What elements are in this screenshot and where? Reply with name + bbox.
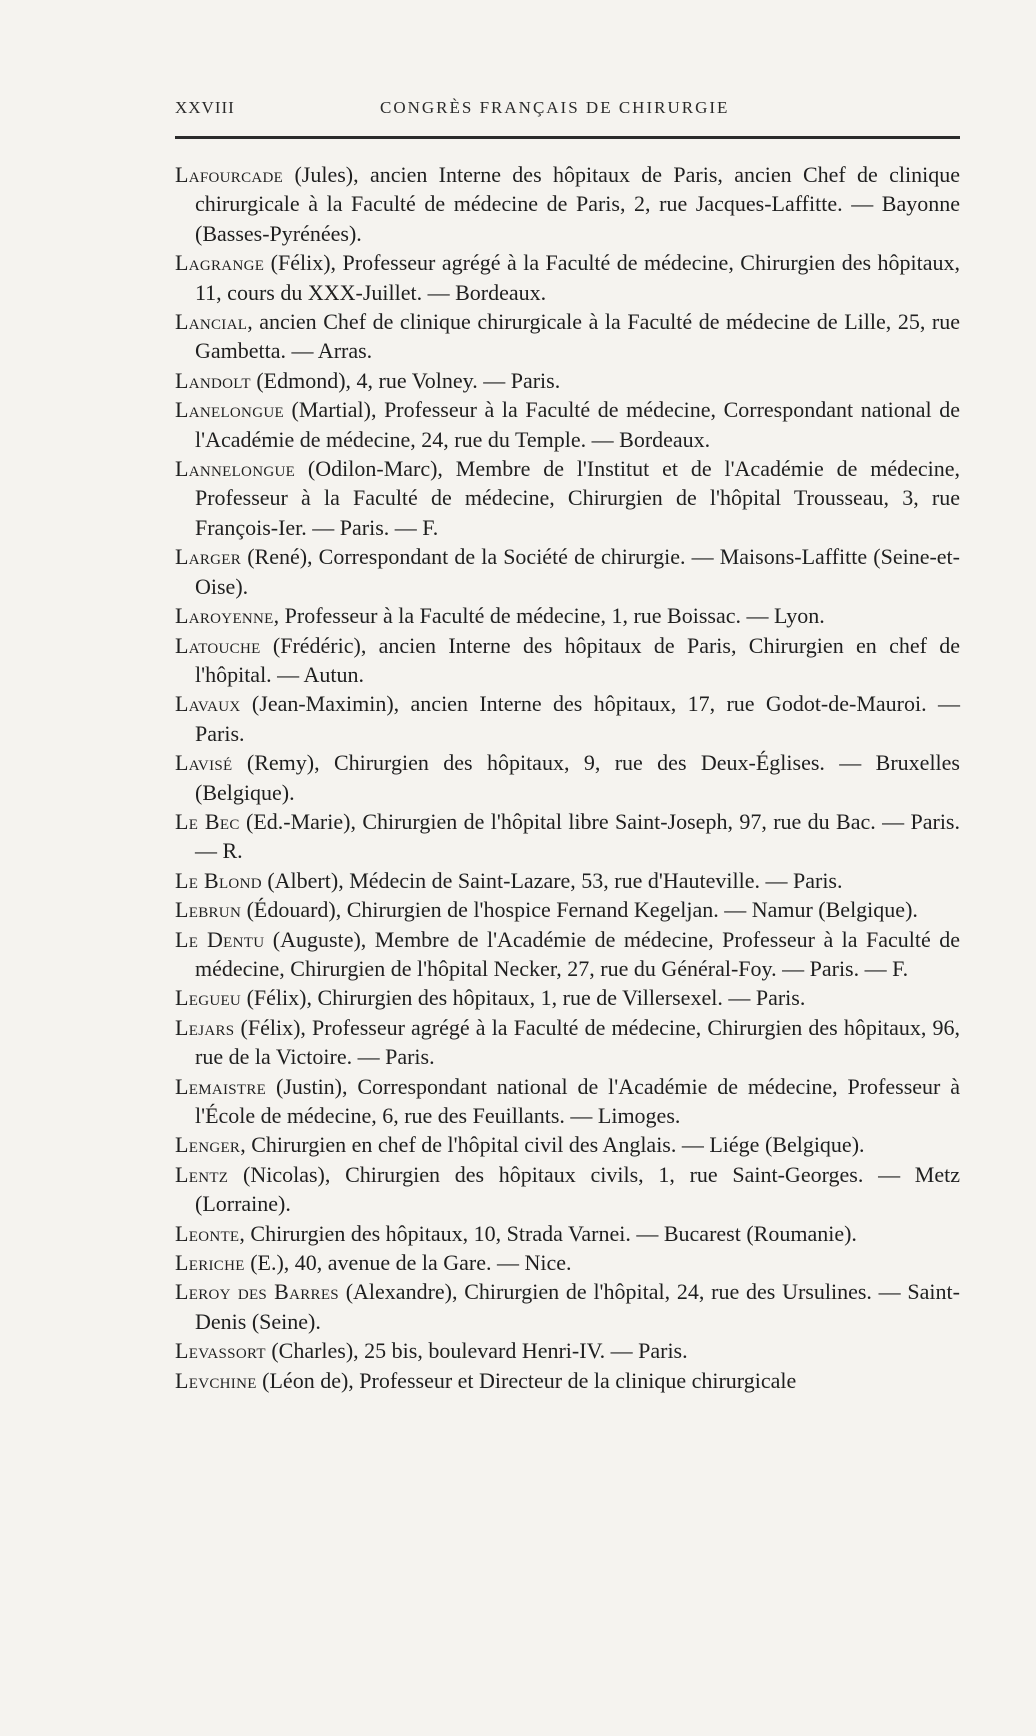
entry-text: (Nicolas), Chirurgien des hôpitaux civils, 1, rue Saint-Georges. — Metz (Lorraine).: [195, 1161, 960, 1217]
page-header: [175, 96, 960, 126]
list-entry: [175, 248, 960, 307]
list-entry: [175, 307, 960, 366]
entry-surname: Le Dentu: [175, 926, 265, 952]
entry-surname: Lebrun: [175, 897, 242, 923]
entry-text: (Jean-Maximin), ancien Interne des hôpitaux, 17, rue Godot-de-Mauroi. — Paris.: [195, 691, 960, 746]
entry-text: (Odilon-Marc), Membre de l'Institut et de l'Académie de médecine, Professeur à la Faculté de médecine, Chirurgien de l'hôpital Trousseau, 3, rue François-Ier. — Paris. — F.: [195, 456, 960, 540]
list-entry: [175, 542, 960, 601]
list-entry: [175, 1366, 960, 1395]
list-entry: [175, 160, 960, 248]
running-title: CONGRÈS FRANÇAIS DE CHIRURGIE: [380, 98, 730, 117]
entry-text: (Félix), Chirurgien des hôpitaux, 1, rue de Villersexel. — Paris.: [241, 985, 806, 1011]
entry-text: (Albert), Médecin de Saint-Lazare, 53, rue d'Hauteville. — Paris.: [261, 867, 843, 893]
entry-surname: Larger: [175, 544, 242, 570]
entry-text: (Léon de), Professeur et Directeur de la clinique chirurgicale: [256, 1367, 797, 1393]
entry-surname: Lanelongue: [175, 397, 284, 423]
list-entry: [175, 1130, 960, 1159]
entry-surname: Lagrange: [175, 250, 265, 276]
list-entry: [175, 1248, 960, 1277]
list-entry: [175, 395, 960, 454]
entry-surname: Leonte: [175, 1220, 240, 1246]
entry-text: , Chirurgien des hôpitaux, 10, Strada Varnei. — Bucarest (Roumanie).: [239, 1220, 857, 1246]
list-entry: [175, 1219, 960, 1248]
entry-text: (Félix), Professeur agrégé à la Faculté de médecine, Chirurgien des hôpitaux, 11, cours du XXX-Juillet. — Bordeaux.: [195, 250, 960, 305]
entry-surname: Levchine: [175, 1367, 257, 1393]
entry-surname: Lemaistre: [175, 1073, 267, 1099]
entry-text: (Edmond), 4, rue Volney. — Paris.: [250, 367, 561, 393]
header-rule: [175, 136, 960, 139]
member-list: [175, 160, 960, 1395]
list-entry: [175, 866, 960, 895]
list-entry: [175, 925, 960, 984]
list-entry: [175, 454, 960, 542]
entry-surname: Lentz: [175, 1161, 229, 1187]
entry-surname: Lafourcade: [175, 162, 284, 187]
entry-text: (Alexandre), Chirurgien de l'hôpital, 24, rue des Ursulines. — Saint-Denis (Seine).: [195, 1279, 960, 1334]
entry-surname: Lancial: [175, 309, 248, 335]
list-entry: [175, 748, 960, 807]
list-entry: [175, 983, 960, 1012]
list-entry: [175, 631, 960, 690]
entry-surname: Lavaux: [175, 691, 241, 717]
entry-surname: Latouche: [175, 632, 261, 658]
entry-text: (Édouard), Chirurgien de l'hospice Fernand Kegeljan. — Namur (Belgique).: [241, 897, 918, 923]
entry-text: (Martial), Professeur à la Faculté de médecine, Correspondant national de l'Académie de médecine, 24, rue du Temple. — Bordeaux.: [195, 397, 960, 452]
list-entry: [175, 1072, 960, 1131]
entry-text: (E.), 40, avenue de la Gare. — Nice.: [244, 1250, 572, 1276]
page-number: XXVIII: [175, 98, 235, 117]
entry-text: , ancien Chef de clinique chirurgicale à la Faculté de médecine de Lille, 25, rue Gambetta. — Arras.: [195, 309, 960, 364]
entry-text: , Professeur à la Faculté de médecine, 1, rue Boissac. — Lyon.: [273, 603, 825, 629]
list-entry: [175, 1160, 960, 1219]
entry-surname: Lejars: [175, 1014, 235, 1040]
entry-surname: Lenger: [175, 1132, 241, 1158]
entry-surname: Lavisé: [175, 750, 233, 776]
entry-text: (Charles), 25 bis, boulevard Henri-IV. — Paris.: [265, 1338, 688, 1364]
entry-surname: Le Blond: [175, 867, 262, 893]
entry-surname: Legueu: [175, 985, 242, 1011]
list-entry: [175, 366, 960, 395]
entry-text: (Jules), ancien Interne des hôpitaux de Paris, ancien Chef de clinique chirurgicale à la Faculté de médecine de Paris, 2, rue Jacques-Laffitte. — Bayonne (Basses-Pyrénées).: [195, 162, 960, 246]
entry-surname: Leroy des Barres: [175, 1279, 339, 1305]
entry-text: (Remy), Chirurgien des hôpitaux, 9, rue des Deux-Églises. — Bruxelles (Belgique).: [195, 750, 960, 805]
entry-surname: Le Bec: [175, 808, 240, 834]
list-entry: [175, 895, 960, 924]
entry-text: (Justin), Correspondant national de l'Académie de médecine, Professeur à l'École de médecine, 6, rue des Feuillants. — Limoges.: [195, 1073, 960, 1128]
entry-text: (René), Correspondant de la Société de chirurgie. — Maisons-Laffitte (Seine-et-Oise).: [195, 544, 960, 599]
entry-text: (Frédéric), ancien Interne des hôpitaux de Paris, Chirurgien en chef de l'hôpital. — Autun.: [195, 632, 960, 687]
entry-surname: Lannelongue: [175, 456, 296, 482]
list-entry: [175, 807, 960, 866]
list-entry: [175, 601, 960, 630]
entry-surname: Leriche: [175, 1250, 245, 1276]
list-entry: [175, 1277, 960, 1336]
entry-text: (Ed.-Marie), Chirurgien de l'hôpital libre Saint-Joseph, 97, rue du Bac. — Paris. — R.: [195, 808, 960, 864]
list-entry: [175, 1336, 960, 1365]
list-entry: [175, 1013, 960, 1072]
entry-surname: Landolt: [175, 367, 251, 393]
entry-text: (Auguste), Membre de l'Académie de médecine, Professeur à la Faculté de médecine, Chirurgien de l'hôpital Necker, 27, rue du Général-Foy. — Paris. — F.: [195, 926, 960, 981]
list-entry: [175, 689, 960, 748]
entry-surname: Laroyenne: [175, 603, 274, 629]
entry-surname: Levassort: [175, 1338, 266, 1364]
entry-text: , Chirurgien en chef de l'hôpital civil des Anglais. — Liége (Belgique).: [240, 1132, 865, 1158]
entry-text: (Félix), Professeur agrégé à la Faculté de médecine, Chirurgien des hôpitaux, 96, rue de la Victoire. — Paris.: [195, 1014, 960, 1070]
